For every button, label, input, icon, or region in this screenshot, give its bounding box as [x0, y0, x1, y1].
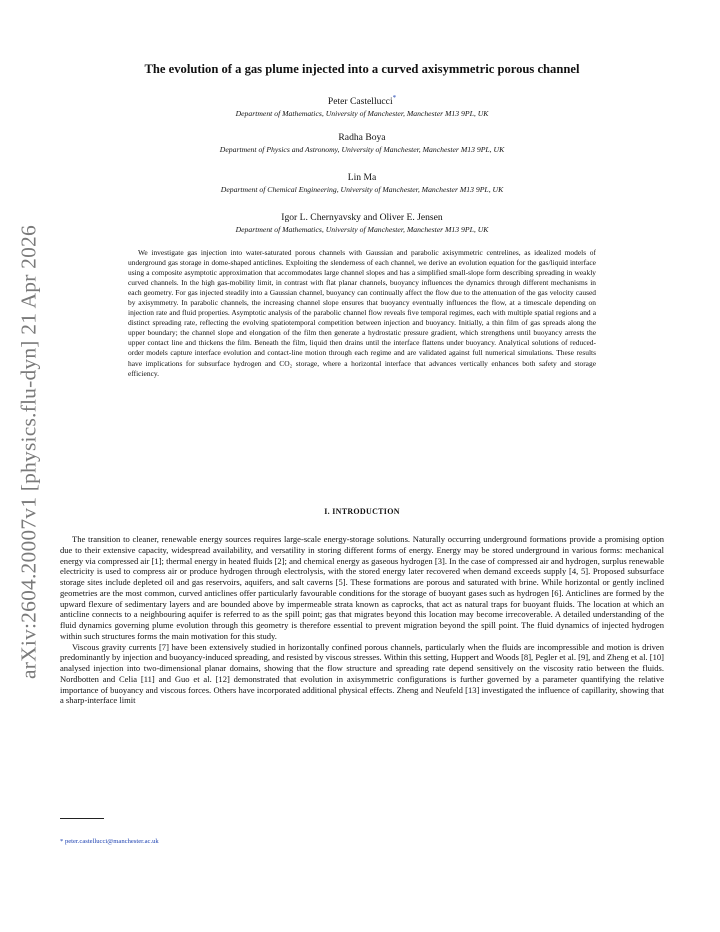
introduction-body — [60, 534, 664, 706]
author-affiliation: Department of Mathematics, University of Manchester, Manchester M13 9PL, UK — [235, 109, 489, 119]
author-affiliation: Department of Chemical Engineering, University of Manchester, Manchester M13 9PL, UK — [220, 185, 504, 194]
author-block-4 — [60, 212, 664, 235]
footnote-divider — [60, 818, 104, 819]
author-name: Radha Boya — [338, 132, 386, 143]
author-block-1 — [60, 92, 664, 119]
author-affiliation: Department of Mathematics, University of Manchester, Manchester M13 9PL, UK — [235, 225, 489, 234]
intro-paragraph-1: The transition to cleaner, renewable energy sources requires large-scale energy-storage solutions. Naturally occurring underground formations provide a promising option due to their extensive capacity, widespread availability, and versatility in storing different forms of energy. Energy may be stored underground in various forms: mechanical energy via compressed air [1]; thermal energy in heated fluids [2]; and chemical energy as gaseous hydrogen [3]. In the case of compressed air and hydrogen, surplus renewable electricity is used to compress air or produce hydrogen through electrolysis, with the stored energy later recovered when demand exceeds supply [4, 5]. Proposed subsurface storage sites include depleted oil and gas reservoirs, aquifers, and salt caverns [5]. These formations are porous and saturated with brine. While horizontal or gently inclined geometries are the most common, curved anticlines offer particularly favourable conditions for the storage of buoyant gases such as hydrogen [6]. Anticlines are formed by the upward flexure of sedimentary layers and are bounded above by impermeable strata known as caprocks, that act as natural traps for buoyant fluids. The location at which an anticline connects to a neighbouring aquifer is referred to as the spill point; gas that migrates beyond this location may become irrecoverable. A detailed understanding of the fluid dynamics governing plume evolution through this geometry is therefore essential to prevent migration beyond the spill point. The fluid dynamics of injected hydrogen within such structures forms the main motivation for this study. — [60, 534, 664, 641]
footnote-email[interactable]: * peter.castellucci@manchester.ac.uk — [60, 838, 159, 845]
author-affiliation: Department of Physics and Astronomy, University of Manchester, Manchester M13 9PL, UK — [219, 145, 505, 154]
author-name: Igor L. Chernyavsky and Oliver E. Jensen — [281, 212, 443, 223]
author-name: Peter Castellucci* — [327, 94, 397, 108]
section-heading: I. INTRODUCTION — [324, 507, 400, 516]
author-block-2 — [60, 132, 664, 155]
arxiv-identifier-text: arXiv:2604.20007v1 [physics.flu-dyn] 21 Apr 2026 — [16, 225, 41, 679]
footnote-marker[interactable]: * — [392, 94, 397, 102]
abstract: We investigate gas injection into water-saturated porous channels with Gaussian and parabolic axisymmetric centrelines, as idealized models of underground gas storage in dome-shaped anticlines. Exploiting the slenderness of each channel, we derive an evolution equation for the gas/liquid interface using a composite asymptotic approximation that accommodates large channel slopes and has a simplified small-slope form describing spreading in weakly curved channels. In the high gas-mobility limit, in contrast with flat planar channels, buoyancy influences the dynamics through different mechanisms in each geometry. For gas injected steadily into a Gaussian channel, buoyancy can continually affect the flow due to the attenuation of the gas velocity caused by axisymmetry. In parabolic channels, the increasing channel slope ensures that buoyancy eventually influences the flow, at a timescale depending on injection rate and fluid properties. Asymptotic analysis of the parabolic channel flow reveals five temporal regimes, each with multiple spatial regions and a distinct spreading rate, reflecting the evolving spatiotemporal competition between injection and buoyancy. Initially, a thin film of gas spreads along the upper boundary; the channel slope and elongation of the film then generate a hydrostatic pressure gradient, which strengthens until buoyancy arrests the upper contact line and thickens the film. Beneath the film, liquid then drains until the interface flattens under buoyancy. Analytical solutions of reduced-order models capture interface evolution and contact-line motion through each regime and are validated against full numerical simulations. These results have implications for subsurface hydrogen and CO₂ storage, where a horizontal interface that advances vertically enhances both safety and storage efficiency. — [128, 248, 596, 378]
author-block-3 — [60, 172, 664, 195]
paper-title: The evolution of a gas plume injected into a curved axisymmetric porous channel — [144, 62, 580, 76]
author-name: Lin Ma — [347, 172, 377, 183]
intro-paragraph-2: Viscous gravity currents [7] have been extensively studied in horizontally confined porous channels, particularly when the fluids are incompressible and motion is driven predominantly by injection and buoyancy-induced spreading, and resisted by viscous stresses. Within this setting, Huppert and Woods [8], Pegler et al. [9], and Zheng et al. [10] analysed injection into two-dimensional planar domains, showing that the flow structure and spreading rate depend sensitively on the viscosity ratio between the fluids. Nordbotten and Celia [11] and Guo et al. [12] demonstrated that evolution in axisymmetric configurations is further governed by a parameter quantifying the relative importance of buoyancy and viscous forces. Others have incorporated additional physical effects. Zheng and Neufeld [13] investigated the influence of capillarity, showing that a sharp-interface limit — [60, 641, 664, 706]
arxiv-identifier — [14, 212, 44, 692]
